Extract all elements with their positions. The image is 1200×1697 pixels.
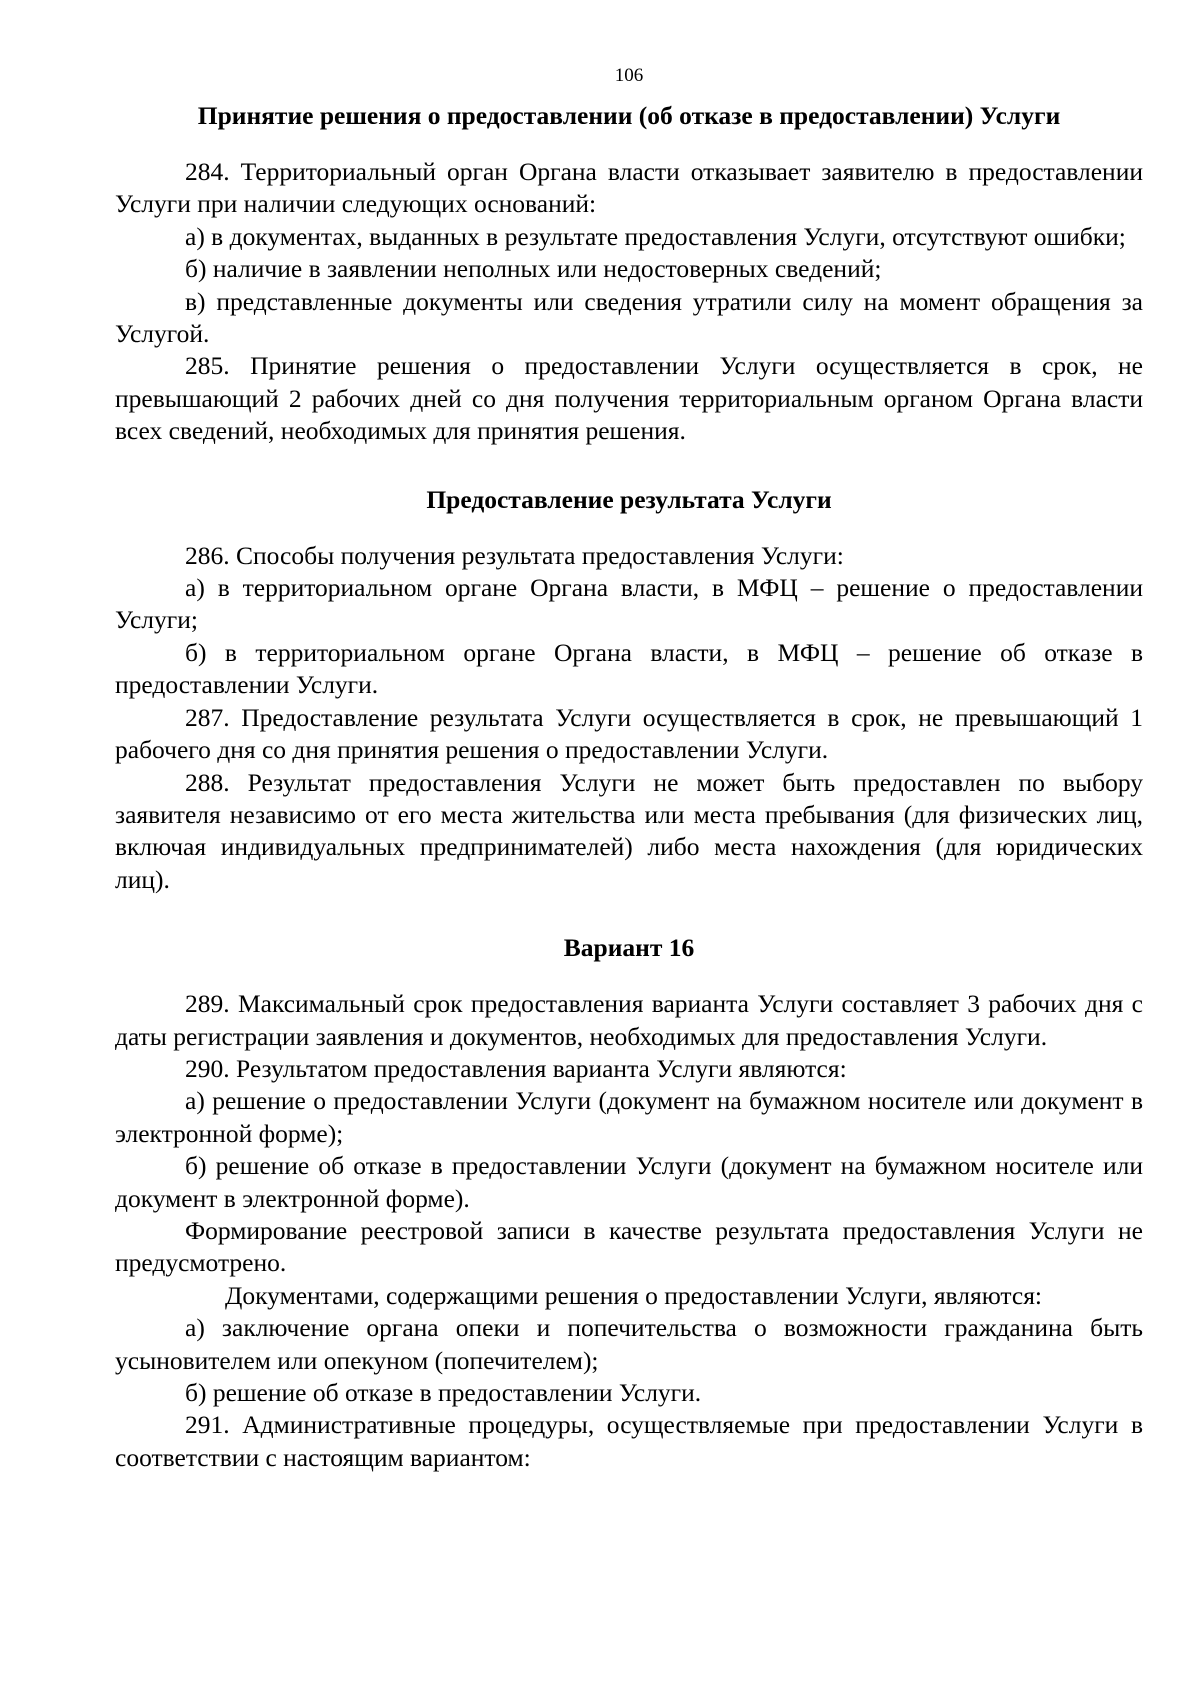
paragraph: 285. Принятие решения о предоставлении Услуги осуществляется в срок, не превышающий 2 рабочих дней со дня получения территориальным органом Органа власти всех сведений, необходимых для принятия решения.	[115, 351, 1143, 446]
paragraph: 284. Территориальный орган Органа власти отказывает заявителю в предоставлении Услуги при наличии следующих оснований:	[115, 157, 1143, 219]
paragraph: в) представленные документы или сведения утратили силу на момент обращения за Услугой.	[115, 286, 1143, 349]
paragraph: Документами, содержащими решения о предоставлении Услуги, являются:	[225, 1280, 1043, 1310]
paragraph: 288. Результат предоставления Услуги не может быть предоставлен по выбору заявителя независимо от его места жительства или места пребывания (для физических лиц, включая индивидуальных предпринимателей) либо места нахождения (для юридических лиц).	[115, 767, 1143, 894]
paragraph: б) наличие в заявлении неполных или недостоверных сведений;	[185, 254, 882, 284]
paragraph: б) решение об отказе в предоставлении Услуги.	[185, 1378, 702, 1407]
section-title: Предоставление результата Услуги	[426, 484, 832, 514]
paragraph: б) в территориальном органе Органа власти, в МФЦ – решение об отказе в предоставлении Услуги.	[115, 637, 1143, 700]
paragraph: 286. Способы получения результата предоставления Услуги:	[185, 540, 844, 570]
paragraph: Формирование реестровой записи в качестве результата предоставления Услуги не предусмотрено.	[115, 1215, 1143, 1278]
paragraph: 289. Максимальный срок предоставления варианта Услуги составляет 3 рабочих дня с даты регистрации заявления и документов, необходимых для предоставления Услуги.	[115, 989, 1143, 1051]
paragraph: а) в территориальном органе Органа власти, в МФЦ – решение о предоставлении Услуги;	[115, 573, 1143, 635]
paragraph: а) в документах, выданных в результате предоставления Услуги, отсутствуют ошибки;	[185, 221, 1126, 251]
page-number: 106	[614, 65, 644, 86]
section-title: Принятие решения о предоставлении (об отказе в предоставлении) Услуги	[197, 101, 1061, 130]
paragraph: 287. Предоставление результата Услуги осуществляется в срок, не превышающий 1 рабочего дня со дня принятия решения о предоставлении Услуги.	[115, 702, 1143, 765]
paragraph: а) заключение органа опеки и попечительства о возможности гражданина быть усыновителем или опекуном (попечителем);	[115, 1313, 1143, 1375]
paragraph: 291. Административные процедуры, осуществляемые при предоставлении Услуги в соответствии с настоящим вариантом:	[115, 1410, 1143, 1472]
paragraph: 290. Результатом предоставления варианта Услуги являются:	[185, 1053, 847, 1083]
section-title: Вариант 16	[563, 933, 695, 963]
paragraph: б) решение об отказе в предоставлении Услуги (документ на бумажном носителе или документ в электронной форме).	[115, 1151, 1143, 1213]
document-page	[115, 62, 1143, 1474]
paragraph: а) решение о предоставлении Услуги (документ на бумажном носителе или документ в электронной форме);	[115, 1086, 1143, 1148]
